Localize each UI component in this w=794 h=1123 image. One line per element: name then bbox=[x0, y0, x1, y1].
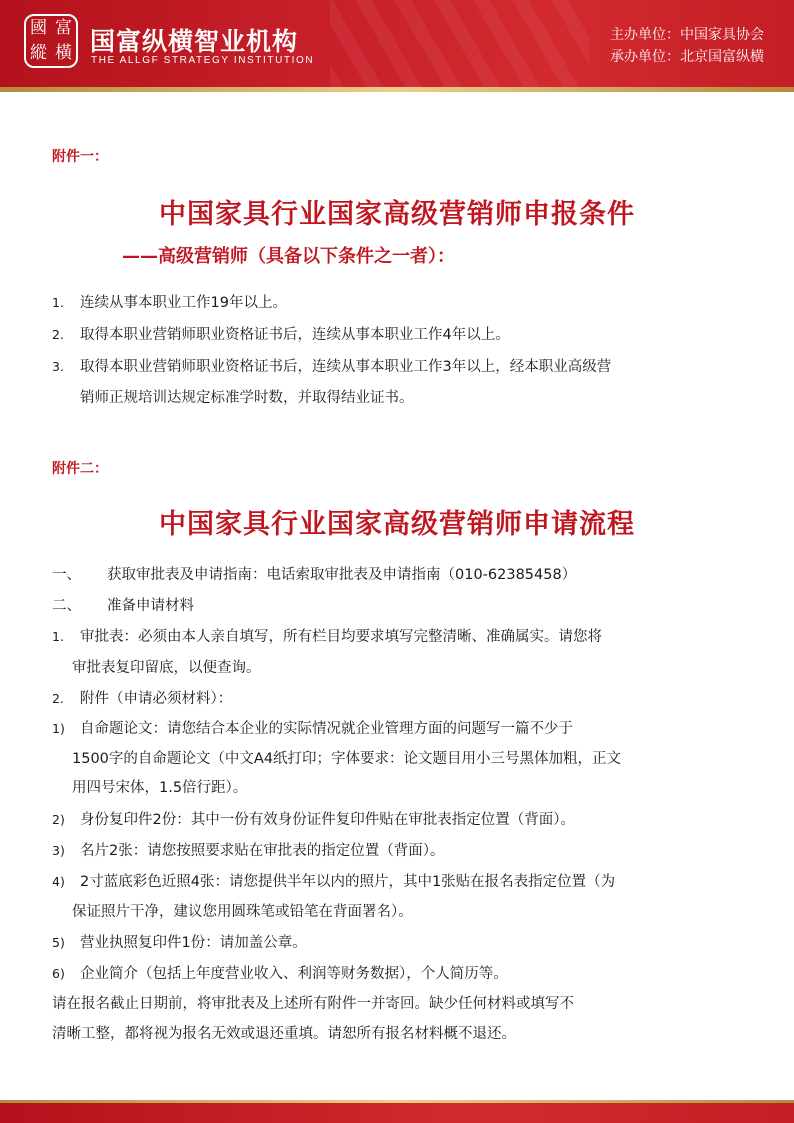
item-number: 2. bbox=[52, 691, 64, 706]
item-text: 审批表：必须由本人亲自填写，所有栏目均要求填写完整清晰、准确属实。请您将 bbox=[80, 629, 602, 645]
item-text: 取得本职业营销师职业资格证书后，连续从事本职业工作4年以上。 bbox=[80, 327, 510, 343]
sponsor-info bbox=[610, 24, 764, 68]
sub-item-number: 5) bbox=[52, 935, 65, 950]
item-text: 附件（申请必须材料）： bbox=[80, 691, 233, 707]
sub-item bbox=[52, 717, 573, 738]
item-text: 连续从事本职业工作19年以上。 bbox=[80, 295, 287, 311]
condition-item bbox=[52, 323, 510, 344]
seal-char: 縱 bbox=[30, 43, 47, 63]
attachment-2-label: 附件二： bbox=[52, 461, 108, 477]
sub-item-text: 营业执照复印件1份：请加盖公章。 bbox=[80, 935, 307, 951]
sub-item-text: 名片2张：请您按照要求贴在审批表的指定位置（背面）。 bbox=[80, 843, 445, 859]
sub-item bbox=[52, 808, 575, 829]
closing-note: 请在报名截止日期前，将审批表及上述所有附件一并寄回。缺少任何材料或填写不 bbox=[52, 996, 574, 1012]
logo-seal bbox=[24, 14, 78, 68]
header-pattern bbox=[330, 0, 590, 92]
org-name-en: THE ALLGF STRATEGY INSTITUTION bbox=[91, 55, 315, 66]
org-name-cn: 国富纵横智业机构 bbox=[90, 27, 299, 56]
sponsor-line: 主办单位：中国家具协会 bbox=[610, 27, 764, 43]
condition-item-continued: 销师正规培训达规定标准学时数，并取得结业证书。 bbox=[80, 390, 414, 406]
item-number: 1. bbox=[52, 629, 64, 644]
closing-note: 清晰工整，都将视为报名无效或退还重填。请恕所有报名材料概不退还。 bbox=[52, 1026, 516, 1042]
sub-item-text: 企业简介（包括上年度营业收入、利润等财务数据），个人简历等。 bbox=[80, 966, 508, 982]
footer-bar bbox=[0, 1103, 794, 1123]
step-text: 获取审批表及申请指南：电话索取审批表及申请指南（010-62385458） bbox=[107, 567, 577, 583]
sub-item-text: 2寸蓝底彩色近照4张：请您提供半年以内的照片，其中1张贴在报名表指定位置（为 bbox=[80, 874, 616, 890]
sub-item bbox=[52, 962, 508, 983]
sub-item-text: 身份复印件2份：其中一份有效身份证件复印件贴在审批表指定位置（背面）。 bbox=[80, 812, 575, 828]
step-2 bbox=[52, 594, 194, 615]
sub-item bbox=[52, 931, 307, 952]
attachment-1-label: 附件一： bbox=[52, 149, 108, 165]
header-banner bbox=[0, 0, 794, 92]
sub-item-continued: 1500字的自命题论文（中文A4纸打印；字体要求：论文题目用小三号黑体加粗，正文 bbox=[72, 751, 622, 767]
seal-char: 富 bbox=[55, 18, 72, 38]
sub-item-number: 6) bbox=[52, 966, 65, 981]
attachment-2-title: 中国家具行业国家高级营销师申请流程 bbox=[159, 509, 635, 540]
seal-char: 國 bbox=[30, 18, 47, 38]
sub-item-number: 3) bbox=[52, 843, 65, 858]
step-1 bbox=[52, 563, 576, 584]
sub-item-number: 4) bbox=[52, 874, 65, 889]
attachment-1-title: 中国家具行业国家高级营销师申报条件 bbox=[159, 199, 635, 230]
sub-item-number: 2) bbox=[52, 812, 65, 827]
material-item-continued: 审批表复印留底，以便查询。 bbox=[72, 660, 261, 676]
attachment-1-subtitle: ——高级营销师（具备以下条件之一者）： bbox=[122, 246, 455, 267]
condition-item bbox=[52, 355, 611, 376]
organizer-line: 承办单位：北京国富纵横 bbox=[610, 49, 764, 65]
item-number: 3. bbox=[52, 359, 64, 374]
seal-char: 橫 bbox=[55, 43, 72, 63]
material-item bbox=[52, 625, 602, 646]
sub-item-number: 1) bbox=[52, 721, 65, 736]
step-number: 一、 bbox=[52, 567, 81, 583]
sub-item-continued: 保证照片干净，建议您用圆珠笔或铅笔在背面署名）。 bbox=[72, 904, 413, 920]
sub-item-text: 自命题论文：请您结合本企业的实际情况就企业管理方面的问题写一篇不少于 bbox=[80, 721, 573, 737]
step-number: 二、 bbox=[52, 598, 81, 614]
material-item bbox=[52, 687, 232, 708]
sub-item-continued: 用四号宋体，1.5倍行距）。 bbox=[72, 780, 248, 796]
condition-item bbox=[52, 291, 287, 312]
item-number: 2. bbox=[52, 327, 64, 342]
header-gold-stripe bbox=[0, 87, 794, 92]
item-text: 取得本职业营销师职业资格证书后，连续从事本职业工作3年以上，经本职业高级营 bbox=[80, 359, 612, 375]
item-number: 1. bbox=[52, 295, 64, 310]
step-text: 准备申请材料 bbox=[107, 598, 194, 614]
sub-item bbox=[52, 839, 444, 860]
sub-item bbox=[52, 870, 615, 891]
